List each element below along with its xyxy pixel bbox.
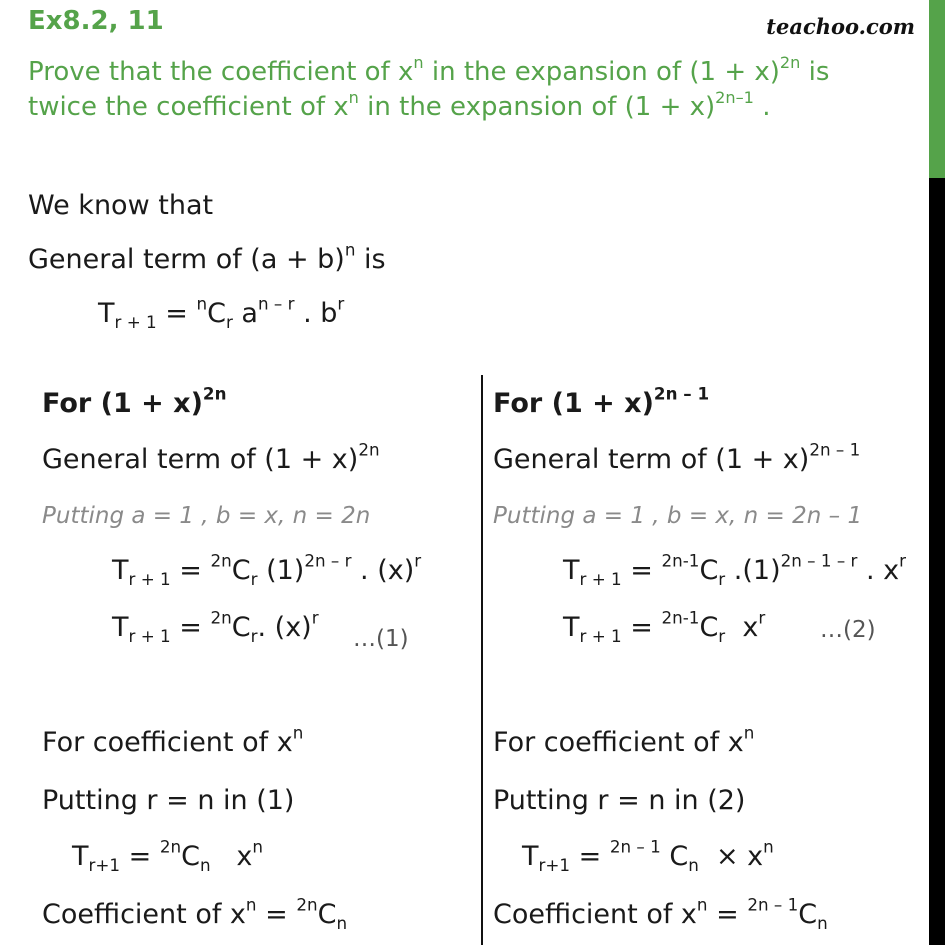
scrollbar-thumb[interactable] bbox=[929, 0, 945, 178]
we-know-that: We know that bbox=[28, 190, 214, 221]
right-equation-ref: …(2) bbox=[820, 617, 876, 643]
left-equation-2: $T_{r + 1} = ^{2n}C_r$. $(x)^r$ bbox=[112, 607, 319, 646]
question-line-2: twice the coefficient of $x^n$ in the expansion of $(1 + x)^{2n-1}$ . bbox=[28, 87, 771, 122]
left-equation-3: $T_{r+1} = ^{2n}C_n$ $x^n$ bbox=[72, 836, 263, 875]
left-putting-r: Putting r = n in (1) bbox=[42, 785, 295, 816]
right-equation-3: $T_{r+1} = ^{2n - 1}$ $C_n \times x^n$ bbox=[522, 836, 774, 875]
right-general-term: General term of $(1 + x)^{2n - 1}$ bbox=[493, 439, 861, 475]
right-heading: For $(1 + x)^{2n - 1}$ bbox=[493, 383, 710, 419]
column-divider bbox=[481, 375, 483, 945]
left-general-term: General term of $(1 + x)^{2n}$ bbox=[42, 439, 380, 475]
right-coefficient-heading: For coefficient of $x^n$ bbox=[493, 722, 755, 758]
teachoo-logo[interactable]: teachoo.com bbox=[766, 14, 915, 39]
right-putting: Putting a = 1 , b = x, n = 2n – 1 bbox=[493, 503, 863, 529]
left-result: Coefficient of $x^n = ^{2n}C_n$ bbox=[42, 894, 348, 933]
left-putting: Putting a = 1 , b = x, n = 2n bbox=[42, 503, 371, 529]
right-putting-r: Putting r = n in (2) bbox=[493, 785, 746, 816]
left-equation-1: $T_{r + 1} = ^{2n}C_r$ $(1)^{2n - r}$ . $(x)^r$ bbox=[112, 550, 422, 589]
left-heading: For $(1 + x)^{2n}$ bbox=[42, 383, 227, 419]
right-equation-2: $T_{r + 1} = ^{2n-1}C_r$ $x^r$ bbox=[563, 607, 766, 646]
question-line-1: Prove that the coefficient of $x^n$ in the expansion of $(1 + x)^{2n}$ is bbox=[28, 52, 830, 87]
left-coefficient-heading: For coefficient of $x^n$ bbox=[42, 722, 304, 758]
left-equation-ref: …(1) bbox=[353, 626, 409, 652]
right-result: Coefficient of $x^n = ^{2n - 1}C_n$ bbox=[493, 894, 828, 933]
general-term-statement: General term of $(a + b)^n$ is bbox=[28, 239, 386, 275]
right-equation-1: $T_{r + 1} = ^{2n-1}C_r$ $.(1)^{2n - 1 - r}$ . $x^r$ bbox=[563, 550, 907, 589]
general-term-formula: $T_{r + 1} = ^nC_r$ $a^{n - r}$ . $b^r$ bbox=[98, 293, 345, 332]
exercise-title: Ex8.2, 11 bbox=[28, 6, 164, 36]
